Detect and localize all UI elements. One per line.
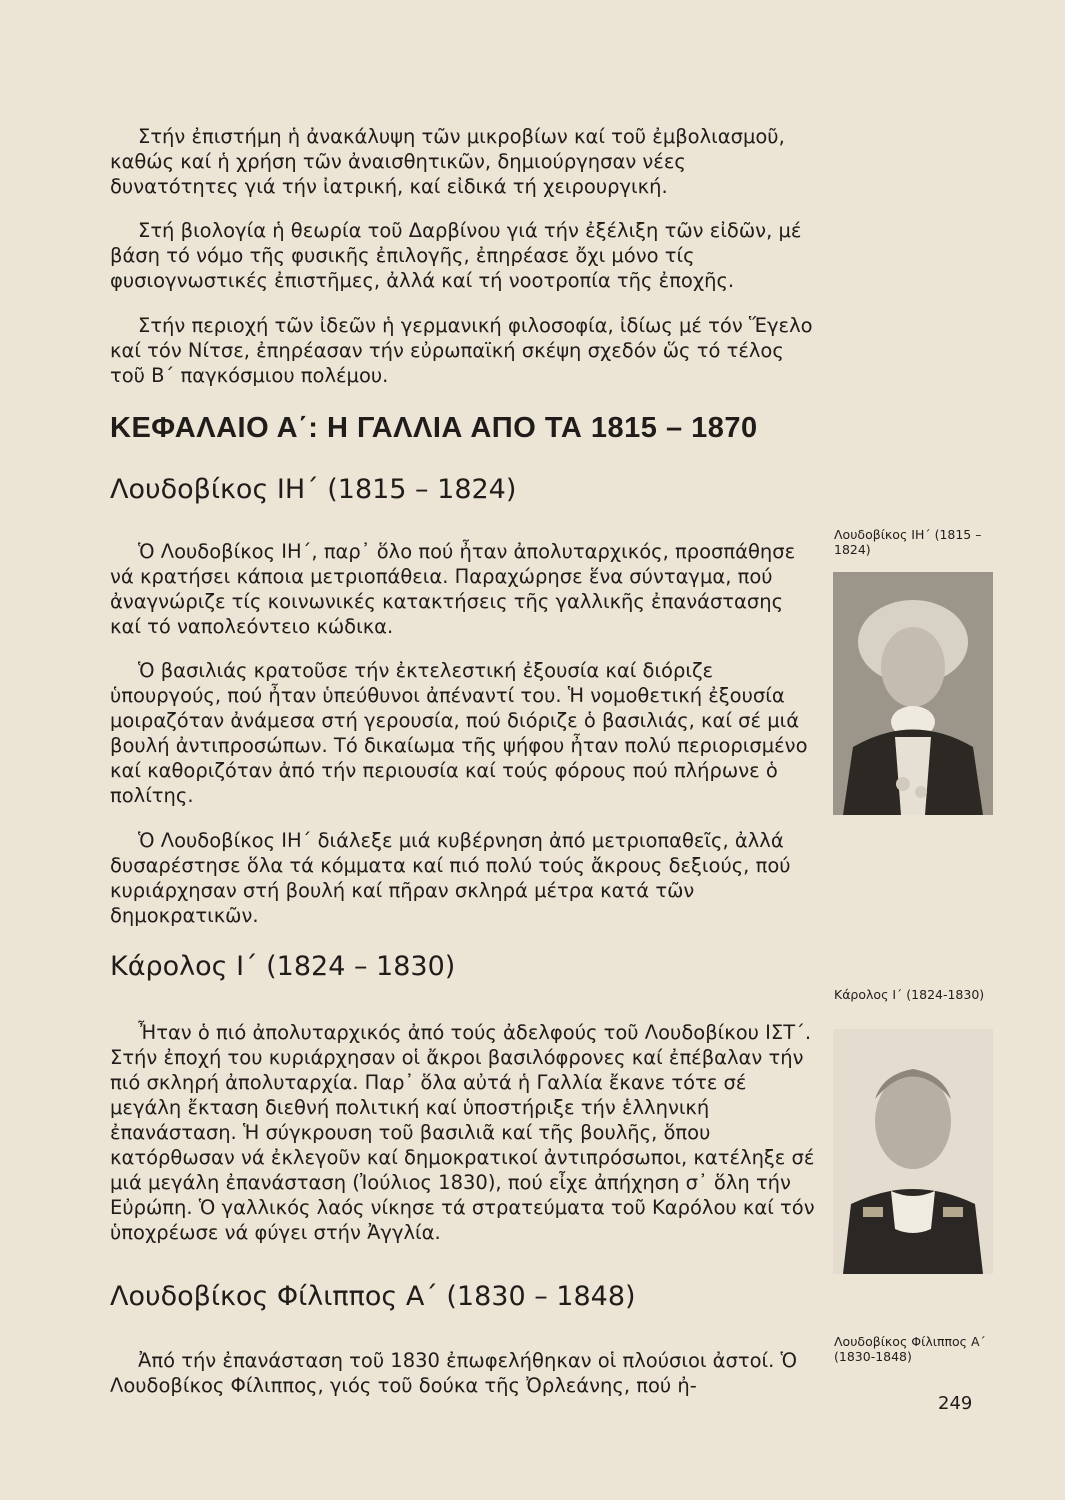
section-paragraph: Ἀπό τήν ἐπανάσταση τοῦ 1830 ἐπωφελήθηκαν οἱ πλούσιοι ἀστοί. Ὁ Λουδοβίκος Φίλιππος, γιός τοῦ δούκα τῆς Ὀρλεάνης, πού ἠ-	[110, 1348, 798, 1397]
section-body-louis-philippe	[110, 1328, 820, 1417]
intro-paragraph: Στήν ἐπιστήμη ἡ ἀνακάλυψη τῶν μικροβίων καί τοῦ ἐμβολιασμοῦ, καθώς καί ἡ χρήση τῶν ἀναισθητικῶν, δημιούργησαν νέες δυνατότητες γιά τήν ἰατρική, καί εἰδικά τή χειρουργική.	[110, 124, 785, 198]
page-number: 249	[938, 1393, 973, 1414]
intro-paragraph: Στήν περιοχή τῶν ἰδεῶν ἡ γερμανική φιλοσοφία, ἰδίως μέ τόν Ἕγελο καί τόν Νίτσε, ἐπηρέασαν τήν εὐρωπαϊκή σκέψη σχεδόν ὥς τό τέλος τοῦ Β΄ παγκόσμιου πολέμου.	[110, 313, 813, 387]
section-title-charles-x: Κάρολος Ι΄ (1824 – 1830)	[110, 951, 456, 982]
portrait-image	[833, 572, 993, 815]
intro-text	[110, 104, 820, 407]
caption-louis-xviii: Λουδοβίκος ΙΗ΄ (1815 – 1824)	[834, 527, 982, 557]
caption-louis-philippe: Λουδοβίκος Φίλιππος Α΄ (1830-1848)	[834, 1334, 986, 1364]
section-body-charles-x	[110, 1000, 820, 1264]
portrait-charles-x	[833, 1029, 993, 1274]
intro-paragraph: Στή βιολογία ἡ θεωρία τοῦ Δαρβίνου γιά τήν ἐξέλιξη τῶν εἰδῶν, μέ βάση τό νόμο τῆς φυσικῆς ἐπιλογῆς, ἐπηρέασε ὄχι μόνο τίς φυσιογνωστικές ἐπιστῆμες, ἀλλά καί τή νοοτροπία τῆς ἐποχῆς.	[110, 219, 802, 292]
section-paragraph: Ὁ Λουδοβίκος ΙΗ΄, παρ᾽ ὅλο πού ἦταν ἀπολυταρχικός, προσπάθησε νά κρατήσει κάποια μετριοπάθεια. Παραχώρησε ἕνα σύνταγμα, πού ἀναγνώριζε τίς κοινωνικές κατακτήσεις τῆς γαλλικῆς ἐπανάστασης καί τό ναπολεόντειο κώδικα.	[110, 539, 796, 638]
section-paragraph: Ἦταν ὁ πιό ἀπολυταρχικός ἀπό τούς ἀδελφούς τοῦ Λουδοβίκου ΙΣΤ΄. Στήν ἐποχή του κυριάρχησαν οἱ ἄκροι βασιλόφρονες καί ἐπέβαλαν τήν πιό σκληρή ἀπολυταρχία. Παρ᾽ ὅλα αὐτά ἡ Γαλλία ἔκανε τότε σέ μεγάλη ἔκταση διεθνή πολιτική καί ὑποστήριξε τήν ἑλληνική ἐπανάσταση. Ἡ σύγκρουση τοῦ βασιλιᾶ καί τῆς βουλῆς, ὅπου κατόρθωσαν νά ἐκλεγοῦν καί δημοκρατικοί ἀντιπρόσωποι, κατέληξε σέ μιά μεγάλη ἐπανάσταση (Ἰούλιος 1830), πού εἶχε ἀπήχηση σ᾽ ὅλη τήν Εὐρώπη. Ὁ γαλλικός λαός νίκησε τά στρατεύματα τοῦ Καρόλου καί τόν ὑποχρέωσε νά φύγει στήν Ἀγγλία.	[110, 1020, 815, 1244]
portrait-louis-xviii	[833, 572, 993, 815]
section-paragraph: Ὁ Λουδοβίκος ΙΗ΄ διάλεξε μιά κυβέρνηση ἀπό μετριοπαθεῖς, ἀλλά δυσαρέστησε ὅλα τά κόμματα καί πιό πολύ τούς ἄκρους δεξιούς, πού κυριάρχησαν στή βουλή καί πῆραν σκληρά μέτρα κατά τῶν δημοκρατικῶν.	[110, 828, 791, 927]
section-title-louis-philippe: Λουδοβίκος Φίλιππος Α΄ (1830 – 1848)	[110, 1281, 636, 1312]
caption-charles-x: Κάρολος Ι΄ (1824-1830)	[834, 987, 985, 1002]
section-paragraph: Ὁ βασιλιάς κρατοῦσε τήν ἐκτελεστική ἐξουσία καί διόριζε ὑπουργούς, πού ἦταν ὑπεύθυνοι ἀπέναντί του. Ἡ νομοθετική ἐξουσία μοιραζόταν ἀνάμεσα στή γερουσία, πού διόριζε ὁ βασιλιάς, καί σέ μιά βουλή ἀντιπροσώπων. Τό δικαίωμα τῆς ψήφου ἦταν πολύ περιορισμένο καί καθοριζόταν ἀπό τήν περιουσία καί τούς φόρους πού πλήρωνε ὁ πολίτης.	[110, 659, 808, 807]
chapter-title: ΚΕΦΑΛΑΙΟ Α΄: Η ΓΑΛΛΙΑ ΑΠΟ ΤΑ 1815 – 1870	[110, 412, 758, 444]
section-body-louis-xviii	[110, 519, 820, 947]
portrait-image	[833, 1029, 993, 1274]
section-title-louis-xviii: Λουδοβίκος ΙΗ΄ (1815 – 1824)	[110, 474, 517, 505]
